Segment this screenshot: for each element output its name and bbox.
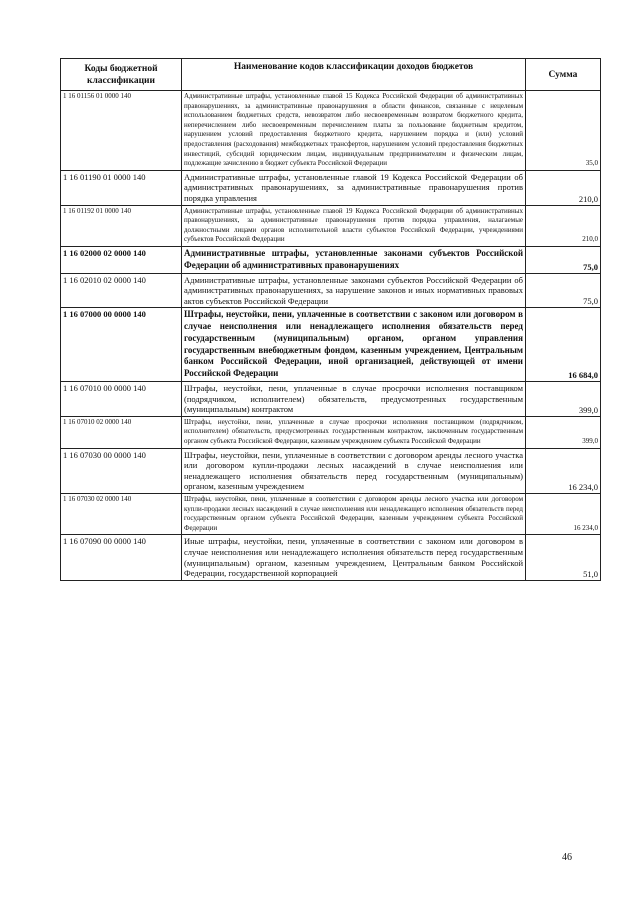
row-code: 1 16 07030 02 0000 140	[61, 494, 182, 535]
row-code: 1 16 02010 02 0000 140	[61, 273, 182, 308]
table-row	[61, 246, 601, 273]
row-code: 1 16 07010 00 0000 140	[61, 382, 182, 417]
table-row	[61, 535, 601, 580]
table-row	[61, 416, 601, 448]
table-row	[61, 448, 601, 493]
row-name: Штрафы, неустойки, пени, уплаченные в соответствии с договором аренды лесного участка или договором купли-продажи лесных насаждений в случае неисполнения или ненадлежащего исполнения обязательств перед государственным органом субъекта Российской Федерации, казенным учреждением субъекта Российской Федерации	[182, 494, 526, 535]
header-sum: Сумма	[526, 59, 601, 91]
row-code: 1 16 01156 01 0000 140	[61, 91, 182, 171]
row-sum: 210,0	[526, 170, 601, 205]
row-sum: 16 234,0	[526, 494, 601, 535]
row-sum: 16 684,0	[526, 308, 601, 382]
table-row	[61, 382, 601, 417]
row-sum: 16 234,0	[526, 448, 601, 493]
row-sum: 75,0	[526, 273, 601, 308]
header-code: Коды бюджетной классификации	[61, 59, 182, 91]
table-row	[61, 170, 601, 205]
row-code: 1 16 02000 02 0000 140	[61, 246, 182, 273]
row-code: 1 16 07030 00 0000 140	[61, 448, 182, 493]
row-code: 1 16 07010 02 0000 140	[61, 416, 182, 448]
row-code: 1 16 01192 01 0000 140	[61, 205, 182, 246]
row-code: 1 16 01190 01 0000 140	[61, 170, 182, 205]
row-sum: 35,0	[526, 91, 601, 171]
page-number: 46	[562, 852, 572, 863]
row-name: Административные штрафы, установленные законами субъектов Российской Федерации об административных правонарушениях, за нарушение законов и иных нормативных правовых актов субъектов Российской Федерации	[182, 273, 526, 308]
row-code: 1 16 07000 00 0000 140	[61, 308, 182, 382]
row-name: Административные штрафы, установленные главой 19 Кодекса Российской Федерации об административных правонарушениях, за административные правонарушения против порядка управления	[182, 170, 526, 205]
header-name: Наименование кодов классификации доходов бюджетов	[182, 59, 526, 91]
table-row	[61, 205, 601, 246]
table-row	[61, 308, 601, 382]
row-sum: 399,0	[526, 416, 601, 448]
row-name: Административные штрафы, установленные главой 15 Кодекса Российской Федерации об административных правонарушениях, за административные правонарушения в области финансов, связанные с нецелевым использованием бюджетных средств, невозвратом либо несвоевременным возвратом бюджетного кредита, неперечислением либо несвоевременным перечислением платы за пользование бюджетным кредитом, нарушением условий предоставления бюджетного кредита, нарушением порядка и (или) условий предоставления (расходования) межбюджетных трансфертов, нарушением условий предоставления бюджетных инвестиций, субсидий юридическим лицам, индивидуальным предпринимателям и физическим лицам, подлежащие зачислению в бюджет субъекта Российской Федерации	[182, 91, 526, 171]
budget-table	[60, 58, 601, 581]
table-header-row	[61, 59, 601, 91]
row-name: Иные штрафы, неустойки, пени, уплаченные в соответствии с законом или договором в случае неисполнения или ненадлежащего исполнения обязательств перед государственным (муниципальным) органом, казенным учреждением, Центральным банком Российской Федерации, государственной корпорацией	[182, 535, 526, 580]
row-name: Штрафы, неустойки, пени, уплаченные в случае просрочки исполнения поставщиком (подрядчиком, исполнителем) обязательств, предусмотренных государственным (муниципальным) контрактом	[182, 382, 526, 417]
table-row	[61, 91, 601, 171]
row-sum: 75,0	[526, 246, 601, 273]
row-sum: 51,0	[526, 535, 601, 580]
row-sum: 210,0	[526, 205, 601, 246]
row-name: Штрафы, неустойки, пени, уплаченные в случае просрочки исполнения поставщиком (подрядчиком, исполнителем) обязательств, предусмотренных государственным контрактом, заключенным государственным органом субъекта Российской Федерации, казенным учреждением субъекта Российской Федерации	[182, 416, 526, 448]
table-row	[61, 494, 601, 535]
row-sum: 399,0	[526, 382, 601, 417]
row-code: 1 16 07090 00 0000 140	[61, 535, 182, 580]
row-name: Штрафы, неустойки, пени, уплаченные в соответствии с договором аренды лесного участка или договором купли-продажи лесных насаждений в случае неисполнения или ненадлежащего исполнения обязательств перед государственным (муниципальным) органом, казенным учреждением	[182, 448, 526, 493]
row-name: Штрафы, неустойки, пени, уплаченные в соответствии с законом или договором в случае неисполнения или ненадлежащего исполнения обязательств перед государственным (муниципальным) органом, органом управления государственным внебюджетным фондом, казенным учреждением, Центральным банком Российской Федерации, иной организацией, действующей от имени Российской Федерации	[182, 308, 526, 382]
row-name: Административные штрафы, установленные главой 19 Кодекса Российской Федерации об административных правонарушениях, за административные правонарушения против порядка управления, налагаемые должностными лицами органов исполнительной власти субъектов Российской Федерации, учреждениями субъектов Российской Федерации	[182, 205, 526, 246]
row-name: Административные штрафы, установленные законами субъектов Российской Федерации об административных правонарушениях	[182, 246, 526, 273]
table-row	[61, 273, 601, 308]
